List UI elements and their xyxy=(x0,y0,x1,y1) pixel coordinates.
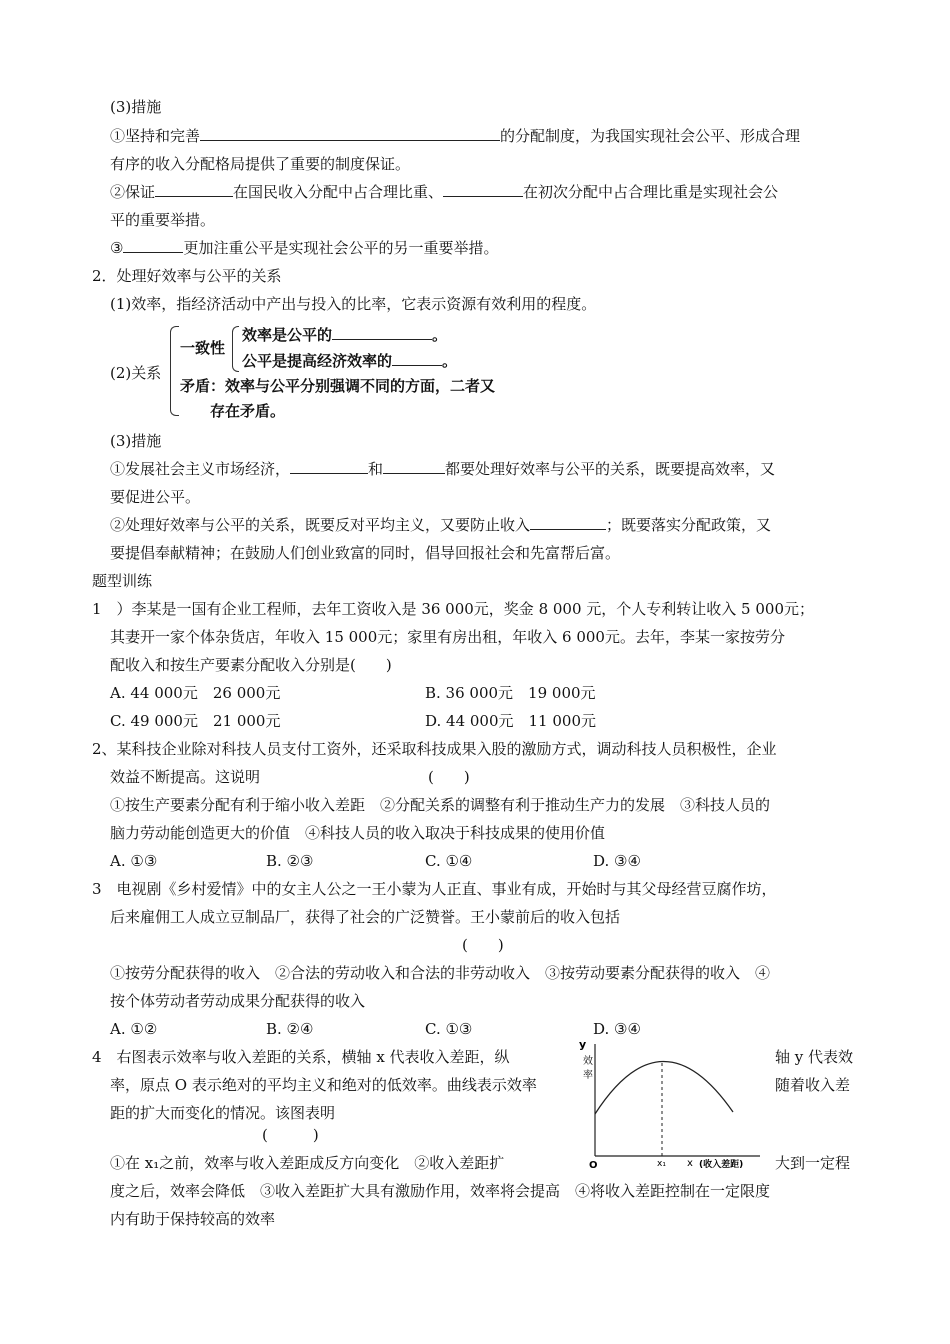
relation-brace xyxy=(170,326,179,416)
q2-option-d[interactable]: D. ③④ xyxy=(593,852,641,870)
q2-line-2: 效益不断提高。这说明 xyxy=(110,768,261,786)
efficiency-definition: (1)效率，指经济活动中产出与投入的比率，它表示资源有效利用的程度。 xyxy=(110,295,597,313)
consistency-1-end: 。 xyxy=(432,326,448,344)
measure-1-cont: 有序的收入分配格局提供了重要的制度保证。 xyxy=(110,155,411,173)
measure-3-line xyxy=(110,237,498,259)
consistency-1-text: 效率是公平的 xyxy=(242,326,333,344)
blank-7[interactable] xyxy=(290,458,368,474)
efficiency-curve xyxy=(595,1061,733,1114)
q4-line-3: 距的扩大而变化的情况。该图表明 xyxy=(110,1104,336,1122)
q4-line-5: 度之后，效率会降低 ③收入差距扩大具有激励作用，效率将会提高 ④将收入差距控制在一定限度 xyxy=(110,1182,771,1200)
measure-2-1-text-a: ①发展社会主义市场经济， xyxy=(110,460,291,478)
q1-option-b[interactable]: B. 36 000元 19 000元 xyxy=(425,684,596,702)
consistency-brace xyxy=(232,326,239,372)
practice-title: 题型训练 xyxy=(92,572,153,590)
blank-1[interactable] xyxy=(200,125,500,141)
blank-5[interactable] xyxy=(332,324,432,340)
measures-heading: (3)措施 xyxy=(110,98,162,116)
blank-9[interactable] xyxy=(530,514,606,530)
measure-2-1-text-c: 都要处理好效率与公平的关系，既要提高效率，又 xyxy=(445,460,776,478)
q2-option-a[interactable]: A. ①③ xyxy=(110,852,158,870)
q1-option-a[interactable]: A. 44 000元 26 000元 xyxy=(110,684,281,702)
consistency-label: 一致性 xyxy=(180,339,226,357)
measure-2-2-text-a: ②处理好效率与公平的关系，既要反对平均主义，又要防止收入 xyxy=(110,516,531,534)
consistency-2-end: 。 xyxy=(442,352,458,370)
measure-1-line xyxy=(110,125,800,147)
q3-line-2: 后来雇佣工人成立豆制品厂，获得了社会的广泛赞誉。王小蒙前后的收入包括 xyxy=(110,908,621,926)
q3-option-b[interactable]: B. ②④ xyxy=(266,1020,314,1038)
q1-option-c[interactable]: C. 49 000元 21 000元 xyxy=(110,712,281,730)
measure-2-1-line xyxy=(110,458,775,480)
q2-line-1: 2、某科技企业除对科技人员支付工资外，还采取科技成果入股的激励方式，调动科技人员积极性，企业 xyxy=(92,740,777,758)
q3-line-3: ①按劳分配获得的收入 ②合法的劳动收入和合法的非劳动收入 ③按劳动要素分配获得的收入 ④ xyxy=(110,964,771,982)
measure-2-1-text-b: 和 xyxy=(368,460,384,478)
y-label: y xyxy=(579,1038,587,1051)
measures-heading-2: (3)措施 xyxy=(110,432,162,450)
q2-option-b[interactable]: B. ②③ xyxy=(266,852,314,870)
q4-line-4b: 大到一定程 xyxy=(775,1154,851,1172)
x1-label: x₁ xyxy=(657,1159,666,1169)
measure-2-2-line xyxy=(110,514,771,536)
measure-2-text-a: ②保证 xyxy=(110,183,156,201)
consistency-2-text: 公平是提高经济效率的 xyxy=(242,352,393,370)
q3-line-4: 按个体劳动者劳动成果分配获得的收入 xyxy=(110,992,366,1010)
contradiction-line-2: 存在矛盾。 xyxy=(210,402,286,420)
q3-option-d[interactable]: D. ③④ xyxy=(593,1020,641,1038)
q1-line-2: 其妻开一家个体杂货店，年收入 15 000元；家里有房出租，年收入 6 000元。去年，李某一家按劳分 xyxy=(110,628,785,646)
origin-label: O xyxy=(589,1160,598,1170)
measure-2-cont: 平的重要举措。 xyxy=(110,211,216,229)
contradiction-line-1: 矛盾：效率与公平分别强调不同的方面，二者又 xyxy=(180,377,496,395)
q2-option-c[interactable]: C. ①④ xyxy=(425,852,473,870)
q3-option-c[interactable]: C. ①③ xyxy=(425,1020,473,1038)
measure-2-text-b: 在国民收入分配中占合理比重、 xyxy=(233,183,444,201)
measure-2-2-cont: 要提倡奉献精神；在鼓励人们创业致富的同时，倡导回报社会和先富帮后富。 xyxy=(110,544,621,562)
q3-line-1: 3 电视剧《乡村爱情》中的女主人公之一王小蒙为人正直、事业有成，开始时与其父母经营豆腐作坊， xyxy=(92,880,777,898)
section-2-title: 2．处理好效率与公平的关系 xyxy=(92,267,282,285)
measure-3-text-a: ③ xyxy=(110,239,124,257)
q3-answer-paren[interactable]: ( ) xyxy=(462,936,504,954)
measure-2-text-c: 在初次分配中占合理比重是实现社会公 xyxy=(523,183,779,201)
q1-line-3: 配收入和按生产要素分配收入分别是( ) xyxy=(110,656,392,674)
q4-line-1b: 轴 y 代表效 xyxy=(775,1048,854,1066)
x-label: x xyxy=(687,1158,693,1169)
q1-option-d[interactable]: D. 44 000元 11 000元 xyxy=(425,712,596,730)
y-sub-1: 效 xyxy=(583,1056,593,1067)
q4-line-1a: 4 右图表示效率与收入差距的关系，横轴 x 代表收入差距，纵 xyxy=(92,1048,510,1066)
blank-4[interactable] xyxy=(123,237,183,253)
blank-6[interactable] xyxy=(392,350,442,366)
q4-answer-paren[interactable]: ( ) xyxy=(262,1126,319,1144)
efficiency-income-gap-figure xyxy=(575,1036,775,1170)
y-sub-2: 率 xyxy=(583,1070,593,1081)
x-sub-label: (收入差距) xyxy=(699,1160,744,1170)
blank-2[interactable] xyxy=(155,181,233,197)
measure-3-text-b: 更加注重公平是实现社会公平的另一重要举措。 xyxy=(183,239,499,257)
measure-2-line xyxy=(110,181,778,203)
relation-label: (2)关系 xyxy=(110,364,162,382)
q4-line-6: 内有助于保持较高的效率 xyxy=(110,1210,276,1228)
measure-2-2-text-b: ；既要落实分配政策，又 xyxy=(606,516,772,534)
blank-3[interactable] xyxy=(443,181,523,197)
measure-1-text-b: 的分配制度，为我国实现社会公平、形成合理 xyxy=(500,127,801,145)
q2-line-3: ①按生产要素分配有利于缩小收入差距 ②分配关系的调整有利于推动生产力的发展 ③科技人员的 xyxy=(110,796,771,814)
q2-answer-paren[interactable]: ( ) xyxy=(428,768,470,786)
q2-line-4: 脑力劳动能创造更大的价值 ④科技人员的收入取决于科技成果的使用价值 xyxy=(110,824,606,842)
measure-1-text-a: ①坚持和完善 xyxy=(110,127,201,145)
consistency-1 xyxy=(242,324,447,346)
q4-line-2a: 率，原点 O 表示绝对的平均主义和绝对的低效率。曲线表示效率 xyxy=(110,1076,537,1094)
measure-2-1-cont: 要促进公平。 xyxy=(110,488,201,506)
q4-line-2b: 随着收入差 xyxy=(775,1076,851,1094)
q3-option-a[interactable]: A. ①② xyxy=(110,1020,158,1038)
consistency-2 xyxy=(242,350,457,372)
blank-8[interactable] xyxy=(383,458,445,474)
q4-line-4a: ①在 x₁之前，效率与收入差距成反方向变化 ②收入差距扩 xyxy=(110,1154,505,1172)
q1-line-1: 1 ）李某是一国有企业工程师，去年工资收入是 36 000元，奖金 8 000 元，个人专利转让收入 5 000元； xyxy=(92,600,814,618)
